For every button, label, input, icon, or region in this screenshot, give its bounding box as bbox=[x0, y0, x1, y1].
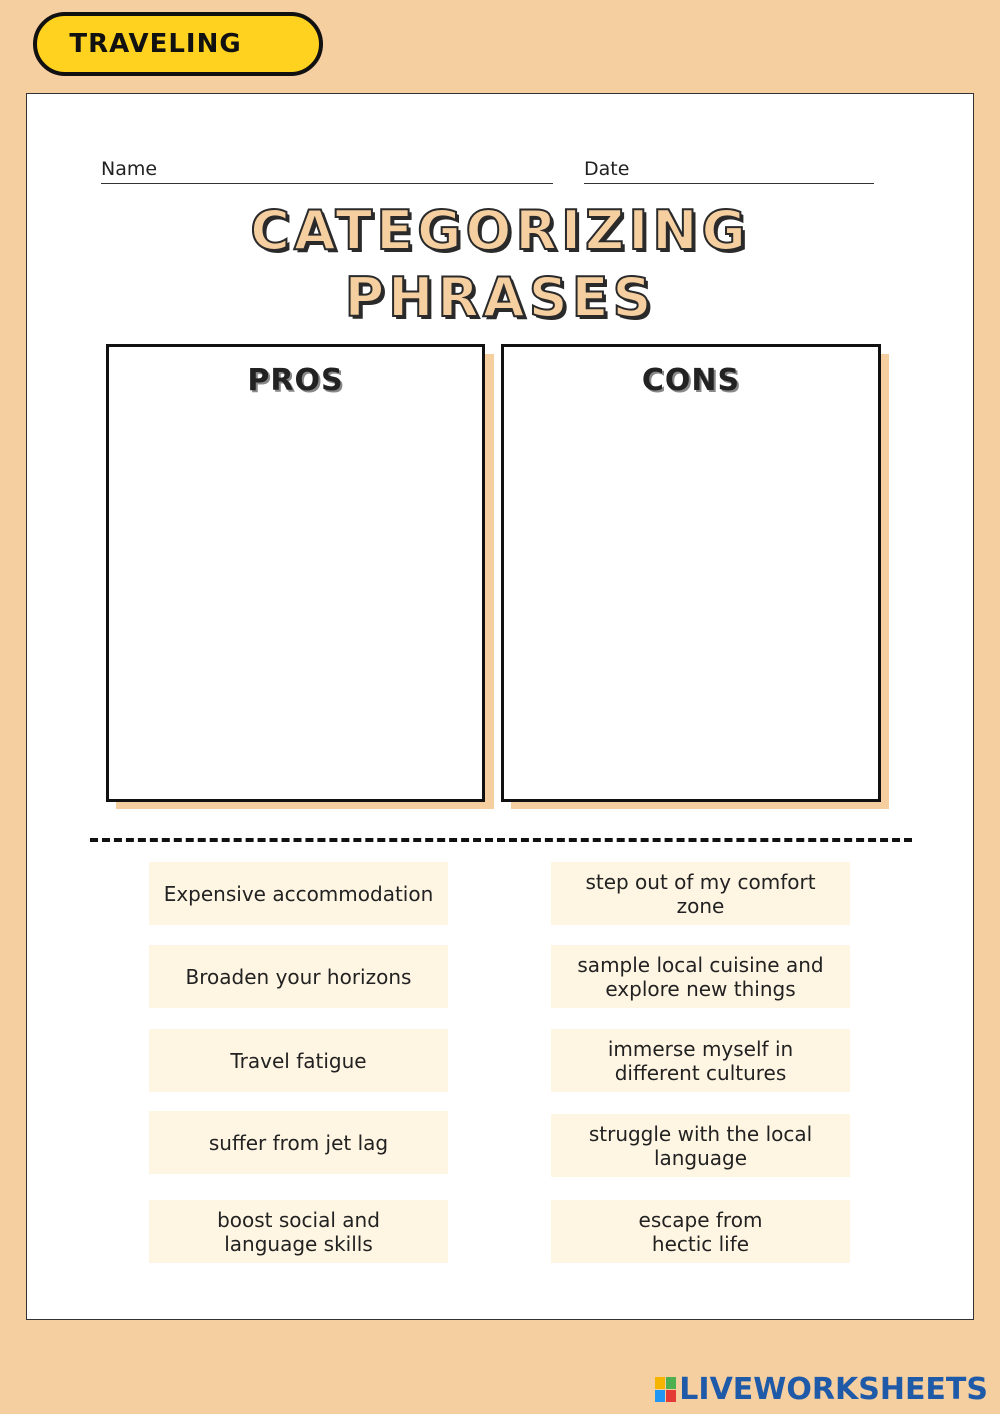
cut-divider bbox=[90, 838, 912, 842]
name-label: Name bbox=[101, 158, 158, 180]
page-title-line1: CATEGORIZING bbox=[250, 199, 750, 262]
phrase-card[interactable]: step out of my comfort zone bbox=[551, 862, 850, 925]
liveworksheets-logo bbox=[655, 1372, 988, 1407]
date-label: Date bbox=[584, 158, 630, 180]
worksheet-page bbox=[26, 93, 974, 1320]
phrase-card[interactable]: struggle with the local language bbox=[551, 1114, 850, 1177]
pros-heading: PROS bbox=[247, 363, 344, 398]
pros-drop-zone[interactable] bbox=[106, 344, 485, 802]
phrase-card[interactable]: suffer from jet lag bbox=[149, 1111, 448, 1174]
phrase-card[interactable]: Broaden your horizons bbox=[149, 945, 448, 1008]
phrase-card[interactable]: Travel fatigue bbox=[149, 1029, 448, 1092]
name-field[interactable] bbox=[101, 183, 553, 184]
topic-label: TRAVELING bbox=[69, 29, 242, 59]
page-title-line2: PHRASES bbox=[344, 266, 656, 329]
phrase-card[interactable]: immerse myself in different cultures bbox=[551, 1029, 850, 1092]
cons-drop-zone[interactable] bbox=[501, 344, 881, 802]
topic-badge bbox=[33, 12, 323, 76]
date-field[interactable] bbox=[584, 183, 874, 184]
brand-text: LIVEWORKSHEETS bbox=[679, 1372, 988, 1407]
phrase-card[interactable]: boost social and language skills bbox=[149, 1200, 448, 1263]
phrase-card[interactable]: escape from hectic life bbox=[551, 1200, 850, 1263]
phrase-card[interactable]: Expensive accommodation bbox=[149, 862, 448, 925]
liveworksheets-icon bbox=[655, 1377, 677, 1403]
cons-heading: CONS bbox=[641, 363, 741, 398]
phrase-card[interactable]: sample local cuisine and explore new things bbox=[551, 945, 850, 1008]
